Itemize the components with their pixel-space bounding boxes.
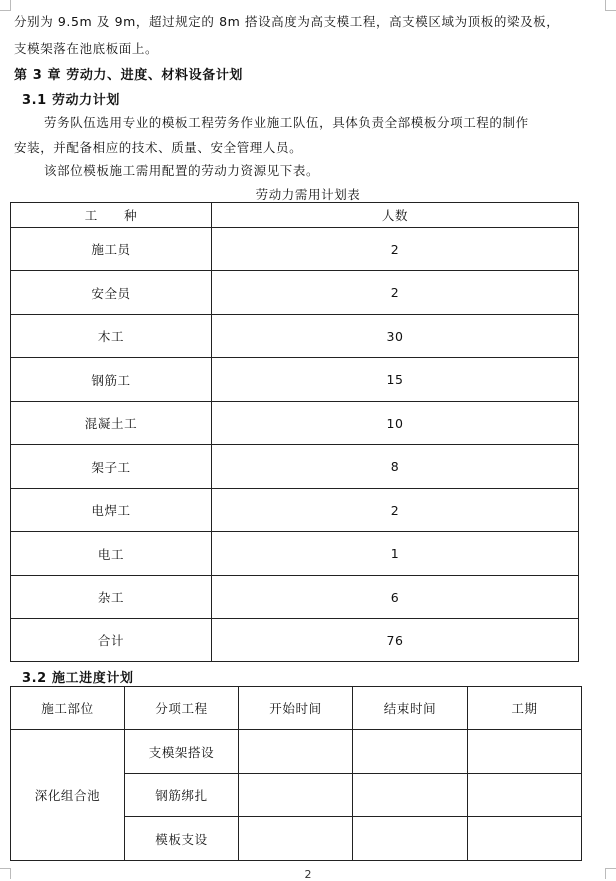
- schedule-col-start-header: 开始时间: [239, 687, 353, 730]
- labor-count-cell: 2: [212, 271, 579, 315]
- schedule-start-cell: [239, 730, 353, 774]
- labor-type-cell: 钢筋工: [11, 358, 212, 402]
- labor-paragraph-2: 该部位模板施工需用配置的劳动力资源见下表。: [44, 163, 320, 178]
- table-row: [11, 445, 579, 489]
- schedule-end-cell: [353, 730, 468, 774]
- table-row: [11, 402, 579, 445]
- labor-type-cell: 安全员: [11, 271, 212, 315]
- labor-count-cell: 2: [212, 489, 579, 532]
- labor-paragraph-line-1: 劳务队伍选用专业的模板工程劳务作业施工队伍，具体负责全部模板分项工程的制作: [44, 115, 529, 130]
- table-row-total: [11, 619, 579, 662]
- schedule-col-end-header: 结束时间: [353, 687, 468, 730]
- schedule-duration-cell: [468, 730, 582, 774]
- labor-count-cell: 10: [212, 402, 579, 445]
- labor-count-cell: 6: [212, 576, 579, 619]
- labor-table: [10, 202, 579, 662]
- schedule-item-cell: 钢筋绑扎: [125, 774, 239, 817]
- schedule-duration-cell: [468, 774, 582, 817]
- section-3-1-heading: 3.1 劳动力计划: [22, 93, 120, 108]
- schedule-item-cell: 支模架搭设: [125, 730, 239, 774]
- page-number: 2: [304, 868, 312, 881]
- table-row: [11, 228, 579, 271]
- labor-count-cell: 8: [212, 445, 579, 489]
- schedule-start-cell: [239, 774, 353, 817]
- labor-count-cell: 2: [212, 228, 579, 271]
- labor-type-cell: 混凝土工: [11, 402, 212, 445]
- labor-type-cell: 杂工: [11, 576, 212, 619]
- table-row: [11, 271, 579, 315]
- schedule-table: [10, 686, 582, 861]
- intro-line-2: 支模架落在池底板面上。: [14, 41, 159, 56]
- labor-type-cell: 电焊工: [11, 489, 212, 532]
- schedule-col-duration-header: 工期: [468, 687, 582, 730]
- intro-line-1: 分别为 9.5m 及 9m，超过规定的 8m 搭设高度为高支模工程，高支模区域为顶板的梁及板，: [14, 14, 560, 29]
- schedule-col-item-header: 分项工程: [125, 687, 239, 730]
- labor-type-cell: 木工: [11, 315, 212, 358]
- schedule-item-cell: 模板支设: [125, 817, 239, 861]
- table-row: [11, 532, 579, 576]
- corner-mark-top-left: [0, 0, 11, 11]
- labor-col-count-header: 人数: [212, 203, 579, 228]
- schedule-end-cell: [353, 817, 468, 861]
- corner-mark-top-right: [605, 0, 616, 11]
- schedule-end-cell: [353, 774, 468, 817]
- schedule-duration-cell: [468, 817, 582, 861]
- labor-type-cell: 电工: [11, 532, 212, 576]
- table-row: [11, 358, 579, 402]
- table-row: [11, 315, 579, 358]
- labor-type-cell: 合计: [11, 619, 212, 662]
- chapter-heading: 第 3 章 劳动力、进度、材料设备计划: [14, 68, 244, 83]
- section-3-2-heading: 3.2 施工进度计划: [22, 671, 134, 686]
- labor-count-cell: 30: [212, 315, 579, 358]
- schedule-start-cell: [239, 817, 353, 861]
- table-row: [11, 730, 582, 774]
- labor-paragraph-line-2: 安装，并配备相应的技术、质量、安全管理人员。: [14, 140, 303, 155]
- labor-type-cell: 施工员: [11, 228, 212, 271]
- labor-count-cell: 76: [212, 619, 579, 662]
- table-row: [11, 489, 579, 532]
- labor-count-cell: 15: [212, 358, 579, 402]
- labor-table-caption: 劳动力需用计划表: [255, 187, 361, 202]
- table-row: [11, 576, 579, 619]
- labor-table-header: [11, 203, 579, 228]
- schedule-table-header: [11, 687, 582, 730]
- schedule-location-cell: 深化组合池: [11, 730, 125, 861]
- schedule-col-location-header: 施工部位: [11, 687, 125, 730]
- labor-count-cell: 1: [212, 532, 579, 576]
- labor-type-cell: 架子工: [11, 445, 212, 489]
- labor-col-type-header: 工 种: [11, 203, 212, 228]
